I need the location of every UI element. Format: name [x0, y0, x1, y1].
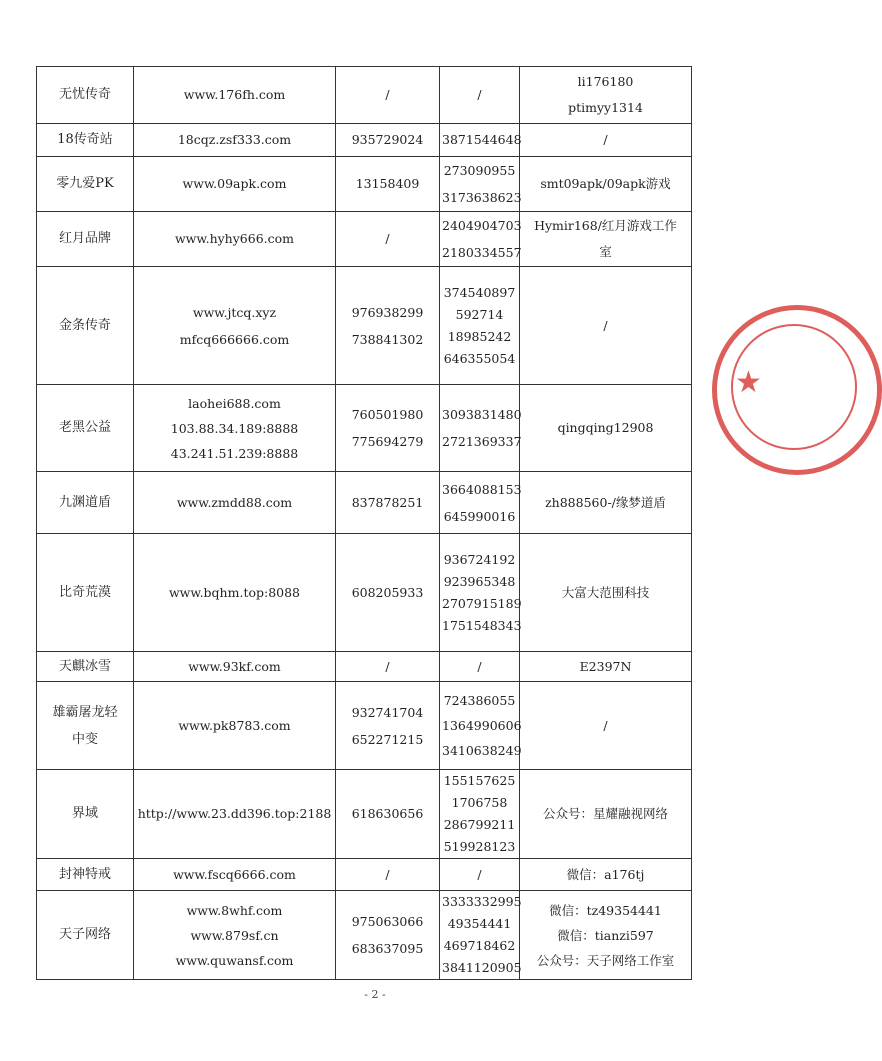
cell-line: 13158409: [355, 176, 420, 191]
cell-line: qingqing12908: [557, 420, 654, 435]
cell-line: 室: [599, 244, 612, 259]
table-row: [37, 652, 692, 682]
cell-line: /: [603, 717, 608, 733]
cell-line: 3333332995: [442, 894, 522, 909]
cell-line: www.quwansf.com: [175, 952, 294, 968]
cell-line: 18985242: [447, 328, 512, 344]
cell-line: 2404904703: [442, 218, 522, 233]
cell-line: 中变: [71, 731, 98, 747]
cell-contact: [520, 157, 692, 212]
cell-col4: [440, 652, 520, 682]
cell-line: /: [477, 87, 482, 102]
cell-name: [37, 891, 134, 980]
cell-line: /: [603, 317, 608, 333]
cell-domain: [134, 124, 336, 157]
cell-contact: [520, 534, 692, 652]
cell-name: [37, 267, 134, 385]
cell-line: laohei688.com: [188, 395, 281, 411]
cell-col4: [440, 682, 520, 770]
cell-domain: [134, 534, 336, 652]
cell-line: 老黑公益: [58, 420, 111, 435]
seal-star-icon: ★: [735, 365, 762, 400]
cell-line: 3664088153: [442, 481, 522, 497]
cell-line: ptimyy1314: [568, 100, 643, 115]
cell-col4: [440, 859, 520, 891]
cell-name: [37, 157, 134, 212]
cell-line: 837878251: [351, 494, 424, 510]
cell-line: 微信：a176tj: [566, 866, 645, 882]
table-row: [37, 67, 692, 124]
cell-line: E2397N: [579, 658, 632, 674]
cell-line: 2707915189: [442, 595, 522, 611]
cell-contact: [520, 682, 692, 770]
cell-contact: [520, 124, 692, 157]
cell-line: Hymir168/红月游戏工作: [534, 218, 677, 233]
cell-line: 155157625: [443, 773, 516, 788]
cell-line: www.jtcq.xyz: [192, 304, 277, 320]
cell-line: /: [477, 658, 482, 674]
cell-line: 738841302: [351, 331, 424, 347]
cell-line: /: [385, 658, 390, 674]
cell-line: 760501980: [351, 407, 424, 422]
cell-col3: [336, 385, 440, 472]
cell-line: 天子网络: [58, 927, 111, 942]
cell-name: [37, 770, 134, 859]
cell-line: 2721369337: [442, 434, 522, 449]
cell-col3: [336, 67, 440, 124]
cell-line: 103.88.34.189:8888: [170, 420, 299, 436]
cell-contact: [520, 652, 692, 682]
table-row: [37, 534, 692, 652]
cell-line: 无忧传奇: [58, 87, 111, 102]
cell-contact: [520, 891, 692, 980]
cell-line: 3871544648: [442, 132, 522, 147]
cell-line: li176180: [577, 74, 634, 89]
table-row: [37, 124, 692, 157]
cell-name: [37, 472, 134, 534]
data-table: [36, 66, 692, 980]
cell-col4: [440, 124, 520, 157]
cell-line: www.8whf.com: [186, 902, 283, 918]
cell-name: [37, 124, 134, 157]
table-row: [37, 682, 692, 770]
cell-col3: [336, 859, 440, 891]
cell-line: 公众号：星耀融视网络: [542, 806, 668, 821]
cell-line: 49354441: [447, 916, 512, 931]
cell-col4: [440, 891, 520, 980]
cell-line: www.879sf.cn: [190, 927, 279, 943]
cell-line: 红月品牌: [58, 231, 111, 246]
cell-line: 975063066: [351, 914, 424, 929]
cell-contact: [520, 212, 692, 267]
cell-contact: [520, 67, 692, 124]
cell-line: 1751548343: [442, 617, 522, 633]
cell-domain: [134, 385, 336, 472]
table-row: [37, 385, 692, 472]
cell-line: www.09apk.com: [182, 176, 287, 191]
cell-line: /: [477, 866, 482, 882]
cell-line: http://www.23.dd396.top:2188: [137, 806, 332, 821]
cell-line: 3093831480: [442, 407, 522, 422]
cell-domain: [134, 770, 336, 859]
cell-col3: [336, 124, 440, 157]
cell-line: smt09apk/09apk游戏: [540, 176, 671, 191]
cell-line: 雄霸屠龙轻: [52, 704, 118, 720]
cell-name: [37, 67, 134, 124]
cell-col4: [440, 472, 520, 534]
cell-line: 519928123: [443, 839, 516, 854]
cell-line: 286799211: [443, 817, 516, 832]
cell-contact: [520, 385, 692, 472]
cell-line: 九渊道盾: [58, 494, 111, 510]
cell-domain: [134, 891, 336, 980]
table-row: [37, 891, 692, 980]
cell-line: 645990016: [443, 508, 516, 524]
cell-line: 775694279: [351, 434, 424, 449]
cell-col4: [440, 385, 520, 472]
cell-col3: [336, 267, 440, 385]
cell-col3: [336, 891, 440, 980]
cell-col4: [440, 267, 520, 385]
cell-col3: [336, 682, 440, 770]
cell-line: 43.241.51.239:8888: [170, 445, 299, 461]
cell-line: 273090955: [443, 163, 516, 178]
cell-line: 1706758: [451, 795, 508, 810]
cell-domain: [134, 67, 336, 124]
cell-contact: [520, 472, 692, 534]
cell-line: 374540897: [443, 284, 516, 300]
cell-domain: [134, 267, 336, 385]
cell-line: 935729024: [351, 132, 424, 147]
cell-line: 金条传奇: [58, 317, 111, 333]
cell-line: 592714: [455, 306, 504, 322]
cell-col3: [336, 472, 440, 534]
cell-col4: [440, 157, 520, 212]
cell-line: 3841120905: [442, 960, 522, 975]
cell-line: www.zmdd88.com: [176, 494, 293, 510]
cell-line: 3173638623: [442, 190, 522, 205]
cell-line: 微信：tianzi597: [557, 927, 654, 943]
cell-line: www.pk8783.com: [178, 717, 291, 733]
cell-col4: [440, 67, 520, 124]
cell-contact: [520, 770, 692, 859]
cell-col4: [440, 770, 520, 859]
cell-line: /: [385, 866, 390, 882]
cell-domain: [134, 212, 336, 267]
cell-line: 界域: [71, 806, 98, 821]
table-row: [37, 212, 692, 267]
table-row: [37, 472, 692, 534]
cell-domain: [134, 682, 336, 770]
cell-line: www.hyhy666.com: [174, 231, 295, 246]
cell-line: 18传奇站: [57, 132, 113, 147]
cell-line: www.93kf.com: [188, 658, 281, 674]
cell-name: [37, 534, 134, 652]
cell-line: 微信：tz49354441: [549, 902, 662, 918]
cell-name: [37, 212, 134, 267]
cell-contact: [520, 859, 692, 891]
cell-name: [37, 652, 134, 682]
cell-name: [37, 385, 134, 472]
cell-col4: [440, 534, 520, 652]
cell-line: 683637095: [351, 941, 424, 956]
cell-line: 469718462: [443, 938, 516, 953]
cell-line: /: [603, 132, 608, 147]
cell-col3: [336, 157, 440, 212]
cell-line: /: [385, 231, 390, 246]
cell-line: www.176fh.com: [183, 87, 286, 102]
cell-line: 652271215: [351, 731, 424, 747]
page-number: - 2 -: [364, 988, 386, 1001]
cell-col3: [336, 770, 440, 859]
table-row: [37, 267, 692, 385]
cell-line: 976938299: [351, 304, 424, 320]
cell-col3: [336, 212, 440, 267]
cell-name: [37, 859, 134, 891]
official-seal-stamp: [712, 305, 882, 475]
cell-line: 1364990606: [442, 718, 522, 733]
cell-line: 724386055: [443, 693, 516, 708]
cell-line: 天麒冰雪: [58, 658, 111, 674]
cell-line: 608205933: [351, 584, 424, 600]
cell-line: /: [385, 87, 390, 102]
cell-line: 18cqz.zsf333.com: [177, 132, 292, 147]
cell-name: [37, 682, 134, 770]
cell-col4: [440, 212, 520, 267]
cell-line: 618630656: [351, 806, 424, 821]
cell-line: 3410638249: [442, 743, 522, 758]
cell-line: 公众号：天子网络工作室: [536, 952, 675, 968]
cell-col3: [336, 534, 440, 652]
cell-line: 封神特戒: [58, 866, 111, 882]
cell-domain: [134, 472, 336, 534]
cell-line: 2180334557: [442, 245, 522, 260]
cell-line: zh888560-/缘梦道盾: [545, 494, 666, 510]
cell-line: 923965348: [443, 573, 516, 589]
cell-line: 零九爱PK: [56, 176, 114, 191]
cell-domain: [134, 859, 336, 891]
cell-line: 932741704: [351, 704, 424, 720]
cell-line: 646355054: [443, 350, 516, 366]
cell-domain: [134, 652, 336, 682]
table-row: [37, 770, 692, 859]
cell-contact: [520, 267, 692, 385]
cell-line: www.fscq6666.com: [173, 866, 296, 882]
cell-col3: [336, 652, 440, 682]
cell-line: 936724192: [443, 551, 516, 567]
cell-domain: [134, 157, 336, 212]
cell-line: mfcq666666.com: [179, 331, 290, 347]
cell-line: 比奇荒漠: [58, 584, 111, 600]
table-row: [37, 157, 692, 212]
cell-line: 大富大范围科技: [561, 584, 650, 600]
table-row: [37, 859, 692, 891]
cell-line: www.bqhm.top:8088: [168, 584, 301, 600]
